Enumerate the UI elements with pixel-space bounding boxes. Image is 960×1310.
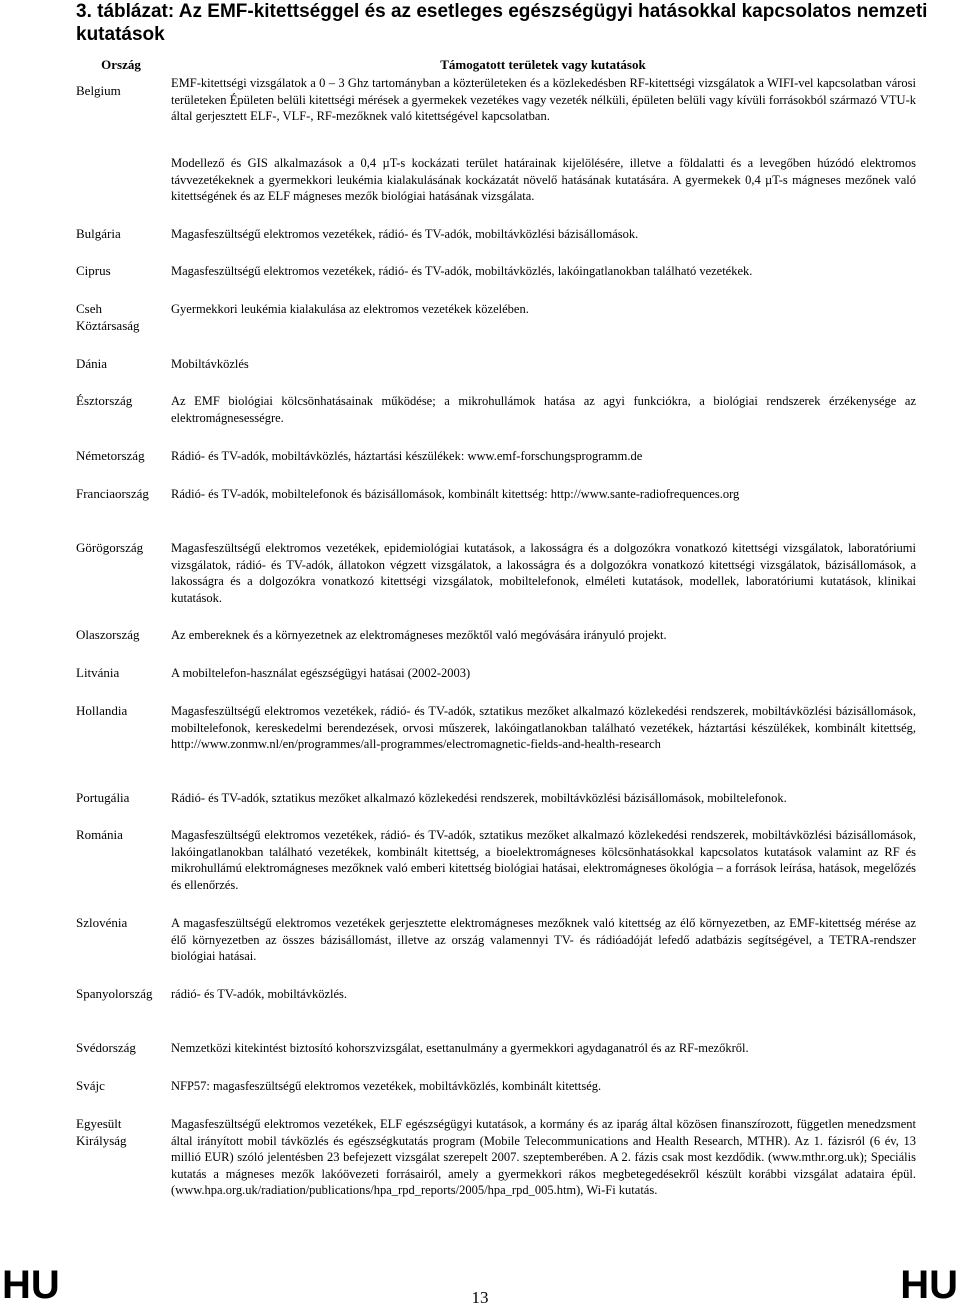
topic-esztorszag: Az EMF biológiai kölcsönhatásainak működése; a mikrohullámok hatása az agyi funkciókra, a biológiai rendszerek érzékenysége az elektromágnesességre. bbox=[171, 394, 916, 425]
topic-nemetorszag: Rádió- és TV-adók, mobiltávközlés, háztartási készülékek: www.emf-forschungsprogramm.de bbox=[171, 449, 643, 463]
country-spanyolorszag: Spanyolország bbox=[76, 986, 153, 1001]
topic-szlovenia: A magasfeszültségű elektromos vezetékek gerjesztette elektromágneses mezőknek való kitettség az élő környezetben, az EMF-kitettség mérése az élő környezetben az összes bázisállomást, illetve az ország valamennyi TV- és rádióadóját lefedő adatbázis segítségével, a TETRA-rendszer biológiai hatásai. bbox=[171, 916, 916, 964]
country-esztorszag: Észtország bbox=[76, 393, 133, 408]
country-belgium: Belgium bbox=[76, 83, 121, 98]
topic-gorogorszag: Magasfeszültségű elektromos vezetékek, epidemiológiai kutatások, a lakosságra és a dolgozókra vonatkozó kitettségi vizsgálatok, laboratóriumi vizsgálatok, rádió- és TV-adók, állatokon végzett vizsgálatok, a lakosságra és a dolgozókra vonatkozó kitettségi vizsgálatok, bázisállomások, a lakosságra és a dolgozókra vonatkozó kitettségi vizsgálatok, mobiltelefonok, elméleti kutatások, modellek, laboratóriumi kutatások, klinikai kutatások. bbox=[171, 541, 916, 605]
footer-lang-right: HU bbox=[900, 1263, 958, 1307]
topic-dania: Mobiltávközlés bbox=[171, 357, 249, 371]
country-bulgaria: Bulgária bbox=[76, 226, 121, 241]
topic-belgium: EMF-kitettségi vizsgálatok a 0 – 3 Ghz tartományban a közterületeken és a közlekedésben RF-kitettségi vizsgálatok a WIFI-vel kapcsolatban városi területeken Épületen belüli kitettségi mérések a gyermekek vezetékes vagy vezeték nélküli, épületen belüli vagy kívüli forrásokból származó VTU-k által gerjesztett ELF-, VLF-, RF-mezőknek való kitettségével kapcsolatban. bbox=[171, 76, 916, 124]
footer-lang-left: HU bbox=[2, 1263, 60, 1307]
topic-portugalia: Rádió- és TV-adók, sztatikus mezőket alkalmazó közlekedési rendszerek, mobiltávközlési bázisállomások, mobiltelefonok. bbox=[171, 791, 787, 805]
country-ciprus: Ciprus bbox=[76, 263, 111, 278]
country-svedorszag: Svédország bbox=[76, 1040, 136, 1055]
topic-egyesult-kiralysag: Magasfeszültségű elektromos vezetékek, ELF egészségügyi kutatások, a kormány és az iparág által közösen finanszírozott, független menedzsment által irányított mobil távközlés és egészségkutatás program (Mobile Telecommunications and Health Research, MTHR). Az 1. fázisról (6 év, 13 millió EUR) szóló jelentésben 23 befejezett vizsgálat szerepelt 2007. szeptemberében. A 2. fázis csak most kezdődik. (www.mthr.org.uk); Speciális kutatás a mágneses mezők lakóövezeti forrásairól, amely a gyermekkori rákos megbetegedésekről készült korábbi vizsgálat adataira épül. (www.hpa.org.uk/radiation/publications/hpa_rpd_reports/2005/hpa_rpd_005.htm), Wi-Fi kutatás. bbox=[171, 1117, 916, 1198]
topic-olaszorszag: Az embereknek és a környezetnek az elektromágneses mezőktől való megóvására irányuló projekt. bbox=[171, 628, 667, 642]
country-olaszorszag: Olaszország bbox=[76, 627, 140, 642]
topic-ciprus: Magasfeszültségű elektromos vezetékek, rádió- és TV-adók, mobiltávközlés, lakóingatlanokban található vezetékek. bbox=[171, 264, 753, 278]
topic-romania: Magasfeszültségű elektromos vezetékek, rádió- és TV-adók, sztatikus mezőket alkalmazó közlekedési rendszerek, mobiltávközlési bázisállomások, lakóingatlanokban található vezetékek, kombinált kitettség, a bioelektromágneses kölcsönhatásokkal kapcsolatos kutatások valamint az RF és mikrohullámú elektromágneses mezőknek való emberi kitettség biológiai hatásai, elektromágneses ökológia – a források leírása, hatások, megelőzés és ellenőrzés. bbox=[171, 828, 916, 892]
country-gorogorszag: Görögország bbox=[76, 540, 144, 555]
topic-spanyolorszag: rádió- és TV-adók, mobiltávközlés. bbox=[171, 987, 348, 1001]
country-cseh: Cseh Köztársaság bbox=[76, 301, 140, 333]
topic-svedorszag: Nemzetközi kitekintést biztosító kohorszvizsgálat, esettanulmány a gyermekkori agydaganatról és az RF-mezőkről. bbox=[171, 1041, 749, 1055]
country-dania: Dánia bbox=[76, 356, 108, 371]
country-hollandia: Hollandia bbox=[76, 703, 128, 718]
page-title: 3. táblázat: Az EMF-kitettséggel és az esetleges egészségügyi hatásokkal kapcsolatos nemzeti kutatások bbox=[76, 1, 928, 45]
country-szlovenia: Szlovénia bbox=[76, 915, 128, 930]
topic-litvania: A mobiltelefon-használat egészségügyi hatásai (2002-2003) bbox=[171, 666, 471, 680]
topic-hollandia: Magasfeszültségű elektromos vezetékek, rádió- és TV-adók, sztatikus mezőket alkalmazó közlekedési rendszerek, mobiltávközlési bázisállomások, mobiltelefonok, kereskedelmi berendezések, orvosi műszerek, lakóingatlanokban található vezetékek, háztartási készülékek, kombinált kitettség, http://www.zonmw.nl/en/programmes/all-programmes/electromagnetic-fields-and-health-research bbox=[171, 704, 916, 752]
country-nemetorszag: Németország bbox=[76, 448, 145, 463]
topic-svajc: NFP57: magasfeszültségű elektromos vezetékek, mobiltávközlés, kombinált kitettség. bbox=[171, 1079, 602, 1093]
topic-belgium-modelling: Modellező és GIS alkalmazások a 0,4 µT-s kockázati terület határainak kijelölésére, illetve a földalatti és a levegőben húzódó elektromos távvezetékeknek a gyermekkori leukémia kialakulásának kockázatát növelő hatásának kutatására. A gyermekek 0,4 µT-s mágneses mezőnek való kitettségének és az ELF mágneses mezők biológiai hatásának vizsgálata. bbox=[171, 156, 916, 204]
country-svajc: Svájc bbox=[76, 1078, 105, 1093]
topic-franciaorszag: Rádió- és TV-adók, mobiltelefonok és bázisállomások, kombinált kitettség: http://www.sante-radiofrequences.org bbox=[171, 487, 740, 501]
topic-bulgaria: Magasfeszültségű elektromos vezetékek, rádió- és TV-adók, mobiltávközlési bázisállomások. bbox=[171, 227, 639, 241]
country-romania: Románia bbox=[76, 827, 123, 842]
country-franciaorszag: Franciaország bbox=[76, 486, 149, 501]
header-country: Ország bbox=[101, 57, 141, 72]
country-portugalia: Portugália bbox=[76, 790, 130, 805]
page-number: 13 bbox=[471, 1288, 489, 1307]
country-litvania: Litvánia bbox=[76, 665, 120, 680]
country-egyesult-kiralysag: Egyesült Királyság bbox=[76, 1116, 127, 1148]
header-topic: Támogatott területek vagy kutatások bbox=[440, 57, 646, 72]
topic-cseh: Gyermekkori leukémia kialakulása az elektromos vezetékek közelében. bbox=[171, 302, 529, 316]
